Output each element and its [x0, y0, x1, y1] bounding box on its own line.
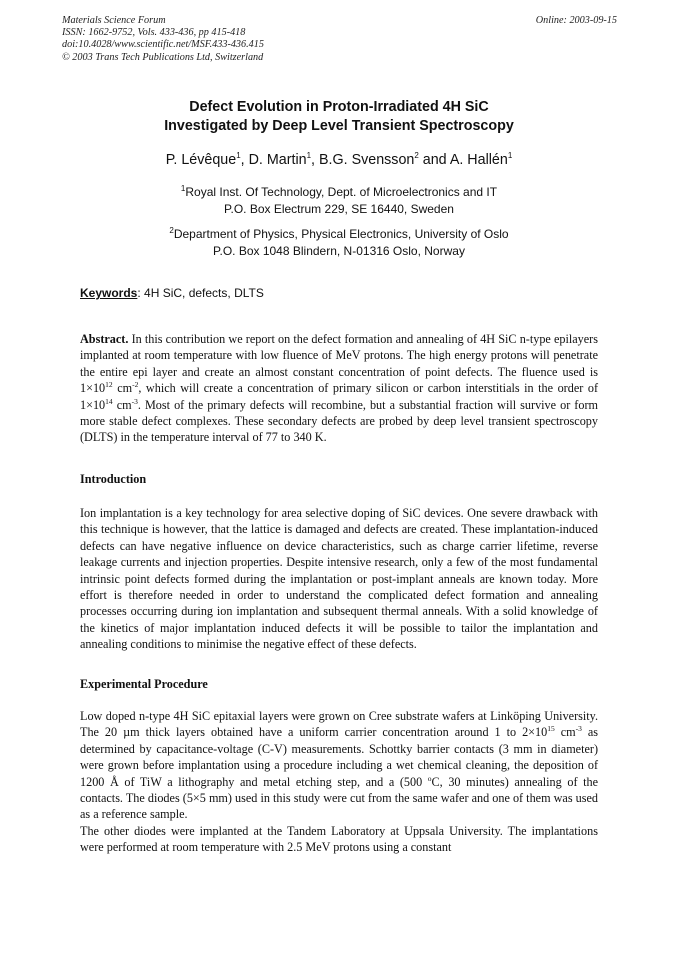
experimental-heading: Experimental Procedure	[80, 677, 208, 691]
author-4-affil: 1	[507, 151, 513, 161]
title-line-2: Investigated by Deep Level Transient Spectroscopy	[164, 118, 514, 134]
experimental-text: as determined by capacitance-voltage (C-V) measurements. Schottky barrier contacts (3 mm in diameter) were grown before implantation using a procedure including a wet chemical cleaning, the deposition of 1200 Å of TiW a lithography and metal etching step, and a (500	[80, 725, 598, 789]
affiliation-1-marker: 1	[180, 184, 186, 193]
author-2: D. Martin	[248, 152, 307, 168]
exponent: 15	[547, 724, 555, 734]
abstract-text: cm	[112, 381, 133, 396]
journal-issn: ISSN: 1662-9752, Vols. 433-436, pp 415-418	[62, 27, 246, 39]
abstract-text: , which will create a concentration of primary silicon or carbon interstitials in the order of 1×10	[80, 381, 599, 412]
affiliation-2-line-2: P.O. Box 1048 Blindern, N-01316 Oslo, Norway	[213, 244, 465, 258]
author-separator: and	[418, 152, 450, 168]
exponent: 14	[105, 396, 113, 406]
exponent: -3	[575, 724, 582, 734]
affiliation-2-marker: 2	[169, 226, 174, 235]
affiliation-2-line-1: Department of Physics, Physical Electronics, University of Oslo	[173, 227, 509, 241]
exponent: o	[427, 773, 432, 783]
experimental-paragraph-1	[80, 708, 598, 823]
author-separator: ,	[240, 152, 249, 168]
journal-header	[62, 15, 617, 64]
abstract-label: Abstract.	[80, 332, 129, 346]
author-1: P. Lévêque	[165, 152, 237, 168]
author-list	[60, 151, 618, 169]
author-3-affil: 2	[414, 151, 419, 161]
experimental-text: Low doped n-type 4H SiC epitaxial layers were grown on Cree substrate wafers at Linköping University. The 20 µm thick layers obtained have a uniform carrier concentration around 1 to 2×10	[80, 709, 598, 740]
affiliation-2	[60, 226, 618, 260]
journal-copyright: © 2003 Trans Tech Publications Ltd, Switzerland	[62, 51, 264, 63]
experimental-paragraph-2: The other diodes were implanted at the Tandem Laboratory at Uppsala University. The implantations were performed at room temperature with 2.5 MeV protons using a constant	[80, 823, 598, 855]
author-3: B.G. Svensson	[319, 152, 415, 168]
affiliation-1	[60, 184, 618, 218]
abstract-text: In this contribution we report on the defect formation and annealing of 4H SiC n-type epilayers implanted at room temperature with low fluence of MeV protons. The high energy protons will penetrate the entire epi layer and create an almost constant concentration of point defects. The fluence used is 1×10	[80, 332, 598, 396]
paper-title	[60, 98, 618, 136]
keywords-text: : 4H SiC, defects, DLTS	[137, 286, 264, 300]
introduction-paragraph: Ion implantation is a key technology for area selective doping of SiC devices. One severe drawback with this technique is however, that the lattice is damaged and defects are created. These implantation-induced defects can have negative influence on device characteristics, such as charge carrier lifetime, reverse leakage currents and injection properties. Despite intensive research, only a few of the most fundamental intrinsic point defects formed during the implantation or post-implant anneals are known today. More effort is therefore needed in order to understand the complicated defect formation and annealing processes occurring during ion implantation and subsequent thermal anneals. With a solid knowledge of the kinetics of major implantation induced defects it will be possible to tailor the implantation and annealing conditions to minimise the negative effect of these defects.	[80, 506, 598, 652]
abstract-text: . Most of the primary defects will recombine, but a substantial fraction will survive or form more stable defect complexes. These secondary defects are probed by deep level transient spectroscopy (DLTS) in the temperature interval of 77 to 340 K.	[80, 397, 599, 445]
experimental-text: cm	[554, 725, 576, 740]
exponent: -2	[132, 380, 139, 390]
author-1-affil: 1	[236, 151, 241, 161]
journal-doi: doi:10.4028/www.scientific.net/MSF.433-436.415	[62, 39, 264, 51]
author-4: A. Hallén	[449, 152, 508, 168]
title-line-1: Defect Evolution in Proton-Irradiated 4H SiC	[189, 99, 489, 115]
keywords-label: Keywords	[80, 286, 138, 300]
exponent: 12	[105, 380, 113, 390]
author-separator: ,	[311, 152, 319, 168]
affiliation-1-line-2: P.O. Box Electrum 229, SE 16440, Sweden	[224, 202, 454, 216]
keywords	[80, 285, 264, 301]
abstract-text: cm	[112, 397, 132, 412]
affiliation-1-line-1: Royal Inst. Of Technology, Dept. of Microelectronics and IT	[185, 185, 498, 199]
journal-name: Materials Science Forum	[62, 15, 166, 26]
online-date: Online: 2003-09-15	[535, 15, 617, 26]
author-2-affil: 1	[306, 151, 312, 161]
abstract-paragraph	[80, 331, 598, 446]
introduction-heading: Introduction	[80, 472, 147, 486]
exponent: -3	[131, 396, 138, 406]
experimental-section	[80, 708, 598, 856]
experimental-text: C, 30 minutes) annealing of the contacts. The diodes (5×5 mm) used in this study were cut from the same wafer and one of them was used as a reference sample.	[80, 774, 598, 822]
